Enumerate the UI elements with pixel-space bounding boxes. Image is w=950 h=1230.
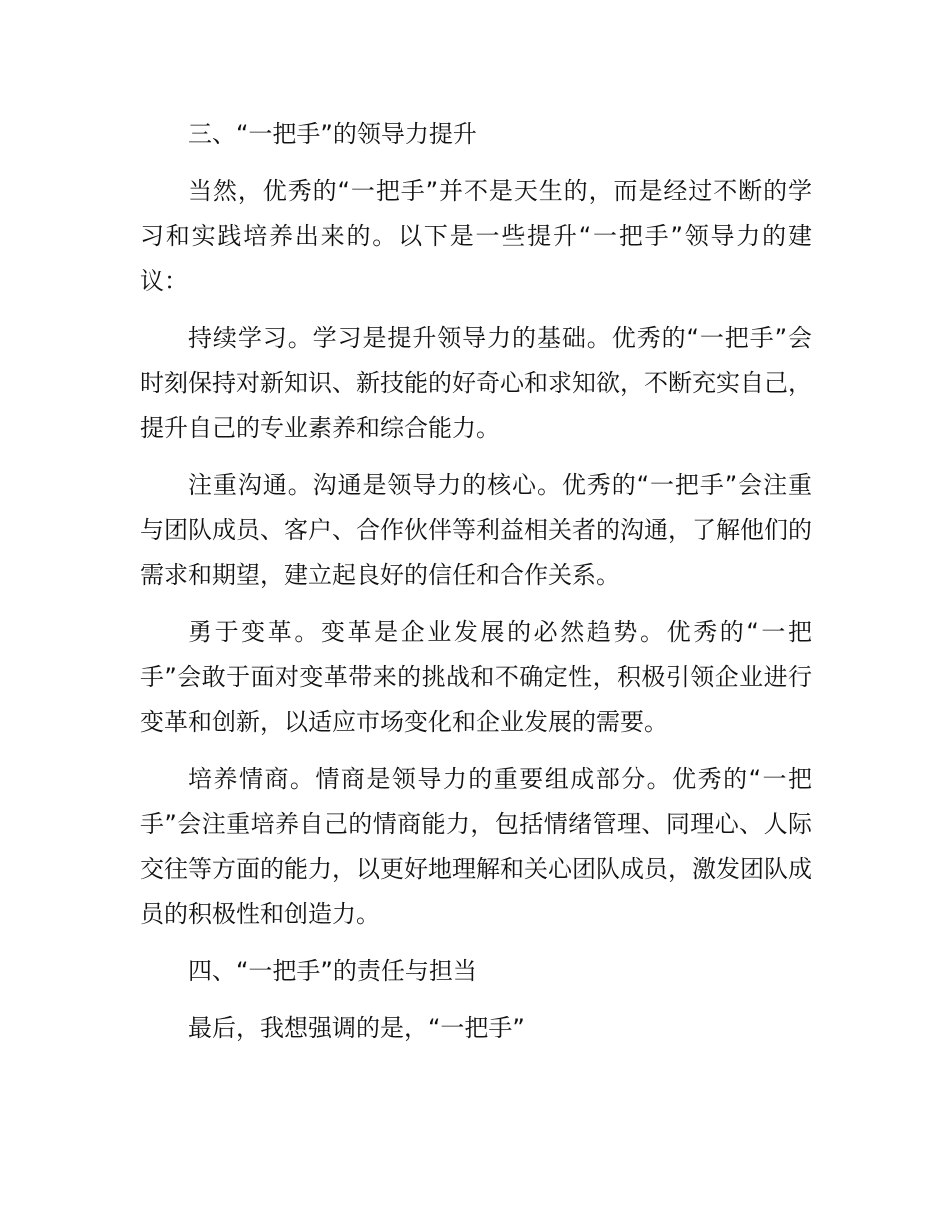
paragraph: 培养情商。情商是领导力的重要组成部分。优秀的“一把手”会注重培养自己的情商能力，包括情绪管理、同理心、人际交往等方面的能力，以更好地理解和关心团队成员，激发团队成员的积极性和创造力。 <box>140 765 812 928</box>
paragraph: 当然，优秀的“一把手”并不是天生的，而是经过不断的学习和实践培养出来的。以下是一些提升“一把手”领导力的建议： <box>140 177 812 295</box>
paragraph: 持续学习。学习是提升领导力的基础。优秀的“一把手”会时刻保持对新知识、新技能的好奇心和求知欲，不断充实自己，提升自己的专业素养和综合能力。 <box>140 324 812 442</box>
paragraph: 最后，我想强调的是，“一把手” <box>188 1014 525 1042</box>
section-heading: 四、“一把手”的责任与担当 <box>188 957 477 985</box>
document-body <box>140 112 812 1063</box>
paragraph: 注重沟通。沟通是领导力的核心。优秀的“一把手”会注重与团队成员、客户、合作伙伴等利益相关者的沟通，了解他们的需求和期望，建立起良好的信任和合作关系。 <box>140 471 812 589</box>
paragraph: 勇于变革。变革是企业发展的必然趋势。优秀的“一把手”会敢于面对变革带来的挑战和不确定性，积极引领企业进行变革和创新，以适应市场变化和企业发展的需要。 <box>140 618 812 736</box>
section-heading: 三、“一把手”的领导力提升 <box>188 120 477 148</box>
